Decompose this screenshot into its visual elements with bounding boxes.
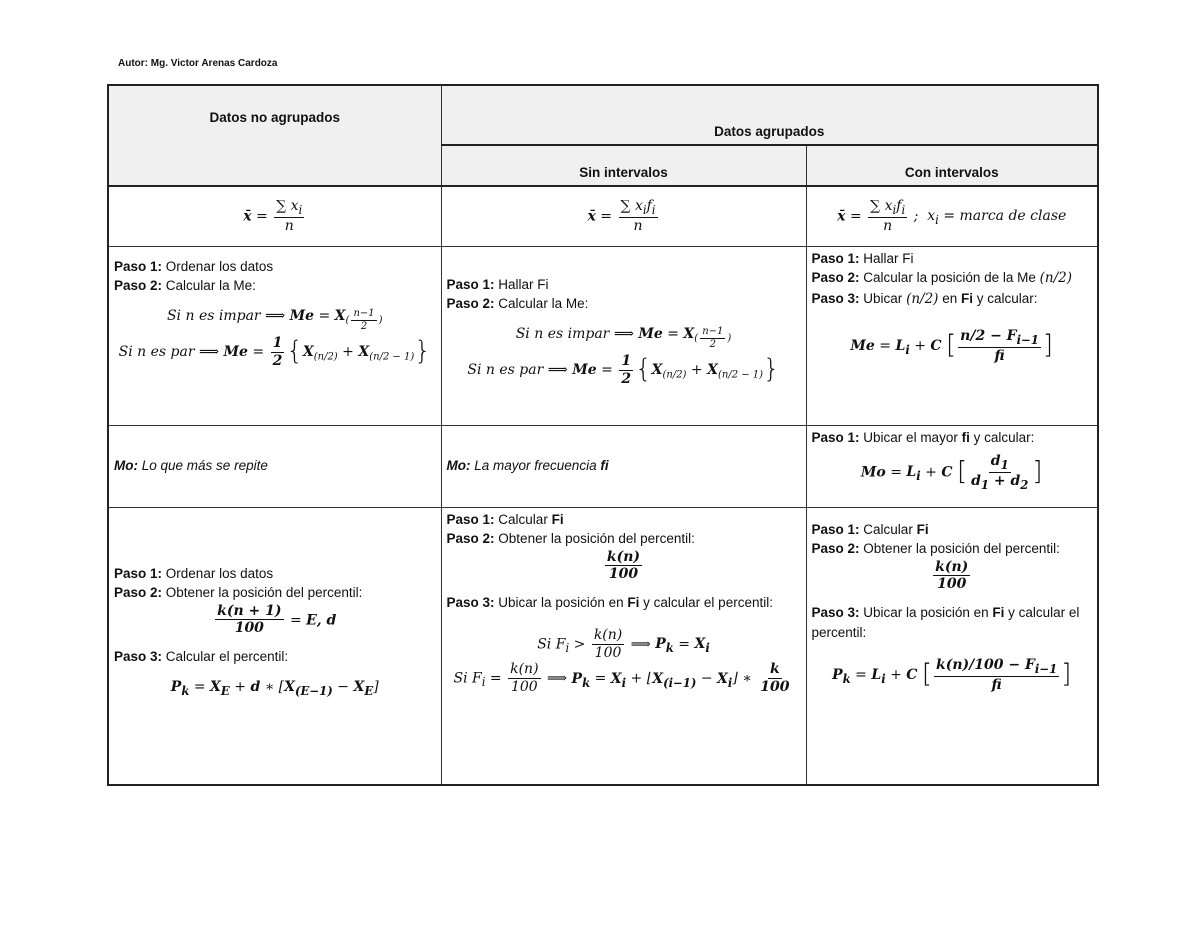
- mean-formula-sin-intervalos: x̄ = $\frac{\sum x_if_i}{n}$: [587, 197, 656, 234]
- mode-interval-formula: $Mo = L_i + C$ [ $\frac{d_1}{d_1 + d_2}$ ]: [860, 453, 1043, 492]
- percentile-position-formula-grouped: $\frac{k(n)}{100}$: [606, 548, 641, 583]
- percentile-sin-intervalos: Paso 1: Calcular Fi Paso 2: Obtener la posición del percentil: $\frac{k(n)}{100}$ Paso 3: Ubicar la posición en Fi y calcular el percentil: Si $F_i$ > $\frac{k(n)}{100}$ ⟹ $P_k = X_i$ Si $F_i$ = $\frac{k(n)}{100}$ ⟹ $P_k = X_i$ + $⌊X_{(i-1)}$ − $X_i⌋$ ∗ $\frac{k}{100}$: [441, 507, 806, 785]
- mode-sin-intervalos: Mo: La mayor frecuencia fi: [441, 425, 806, 507]
- mean-con-intervalos: [806, 186, 1098, 246]
- percentile-formula: $P_k = X_E + d$ ∗ $[X_{(E-1)} - X_E]$: [170, 678, 379, 698]
- median-par-formula-grouped: Si n es par ⟹ Me = $\frac{1}{2}$ $\{X_{(n/2)} + X_{(n/2 - 1)}\}$: [467, 352, 780, 387]
- mean-no-agrupados: [108, 186, 441, 246]
- header-agrupados: Datos agrupados: [441, 85, 1098, 145]
- median-con-intervalos: Paso 1: Hallar Fi Paso 2: Calcular la posición de la Me (n/2) Paso 3: Ubicar (n/2) en Fi y calcular: $Me = L_i + C$ [ $\frac{n/2 - F_{i-1}}{fi}$ ]: [806, 246, 1098, 425]
- median-no-agrupados: Paso 1: Ordenar los datos Paso 2: Calcular la Me: Si n es impar ⟹ $Me = X_{( \frac{n-1}{2} )}$ Si n es par ⟹ Me = $\frac{1}{2}$ $\{X_{(n/2)} + X_{(n/2 - 1)}\}$: [108, 246, 441, 425]
- percentile-con-intervalos: Paso 1: Calcular Fi Paso 2: Obtener la posición del percentil: $\frac{k(n)}{100}$ Paso 3: Ubicar la posición en Fi y calcular el percentil: $P_k = L_i + C$ [ $\frac{k(n)/100 - F_{i-1}}{fi}$ ]: [806, 507, 1098, 785]
- header-sin-intervalos: Sin intervalos: [441, 145, 806, 186]
- percentile-condition-eq: Si $F_i$ = $\frac{k(n)}{100}$ ⟹ $P_k = X_i$ + $⌊X_{(i-1)}$ − $X_i⌋$ ∗ $\frac{k}{100}$: [453, 661, 790, 696]
- percentile-interval-formula: $P_k = L_i + C$ [ $\frac{k(n)/100 - F_{i-1}}{fi}$ ]: [832, 656, 1072, 693]
- header-no-agrupados: Datos no agrupados: [108, 85, 441, 186]
- mean-sin-intervalos: [441, 186, 806, 246]
- median-impar-formula: Si n es impar ⟹ $Me = X_{( \frac{n-1}{2} )}$: [166, 307, 383, 333]
- percentile-no-agrupados: Paso 1: Ordenar los datos Paso 2: Obtener la posición del percentil: $\frac{k(n + 1)}{100}$ = E, d Paso 3: Calcular el percentil: $P_k = X_E + d$ ∗ $[X_{(E-1)} - X_E]$: [108, 507, 441, 785]
- median-par-formula: Si n es par ⟹ Me = $\frac{1}{2}$ $\{X_{(n/2)} + X_{(n/2 - 1)}\}$: [118, 334, 431, 369]
- percentile-position-formula: $\frac{k(n + 1)}{100}$ = E, d: [217, 602, 337, 637]
- mean-formula-con-intervalos: x̄ = $\frac{\sum x_if_i}{n}$ ; $x_i$ = marca de clase: [837, 197, 1067, 234]
- median-interval-formula: $Me = L_i + C$ [ $\frac{n/2 - F_{i-1}}{fi}$ ]: [850, 327, 1054, 364]
- median-impar-formula-grouped: Si n es impar ⟹ $Me = X_{( \frac{n-1}{2} )}$: [515, 325, 732, 351]
- header-con-intervalos: Con intervalos: [806, 145, 1098, 186]
- author-label: Autor: Mg. Victor Arenas Cardoza: [118, 58, 278, 69]
- percentile-condition-gt: Si $F_i$ > $\frac{k(n)}{100}$ ⟹ $P_k = X_i$: [537, 626, 710, 661]
- percentile-position-formula-interval: $\frac{k(n)}{100}$: [935, 558, 969, 593]
- formulas-table: [107, 84, 1099, 786]
- mean-formula-no-agrupados: x̄ = $\frac{\sum x_i}{n}$: [243, 197, 303, 234]
- median-sin-intervalos: Paso 1: Hallar Fi Paso 2: Calcular la Me: Si n es impar ⟹ $Me = X_{( \frac{n-1}{2} )}$ Si n es par ⟹ Me = $\frac{1}{2}$ $\{X_{(n/2)} + X_{(n/2 - 1)}\}$: [441, 246, 806, 425]
- mode-no-agrupados: Mo: Lo que más se repite: [108, 425, 441, 507]
- mode-con-intervalos: Paso 1: Ubicar el mayor fi y calcular: $Mo = L_i + C$ [ $\frac{d_1}{d_1 + d_2}$ ]: [806, 425, 1098, 507]
